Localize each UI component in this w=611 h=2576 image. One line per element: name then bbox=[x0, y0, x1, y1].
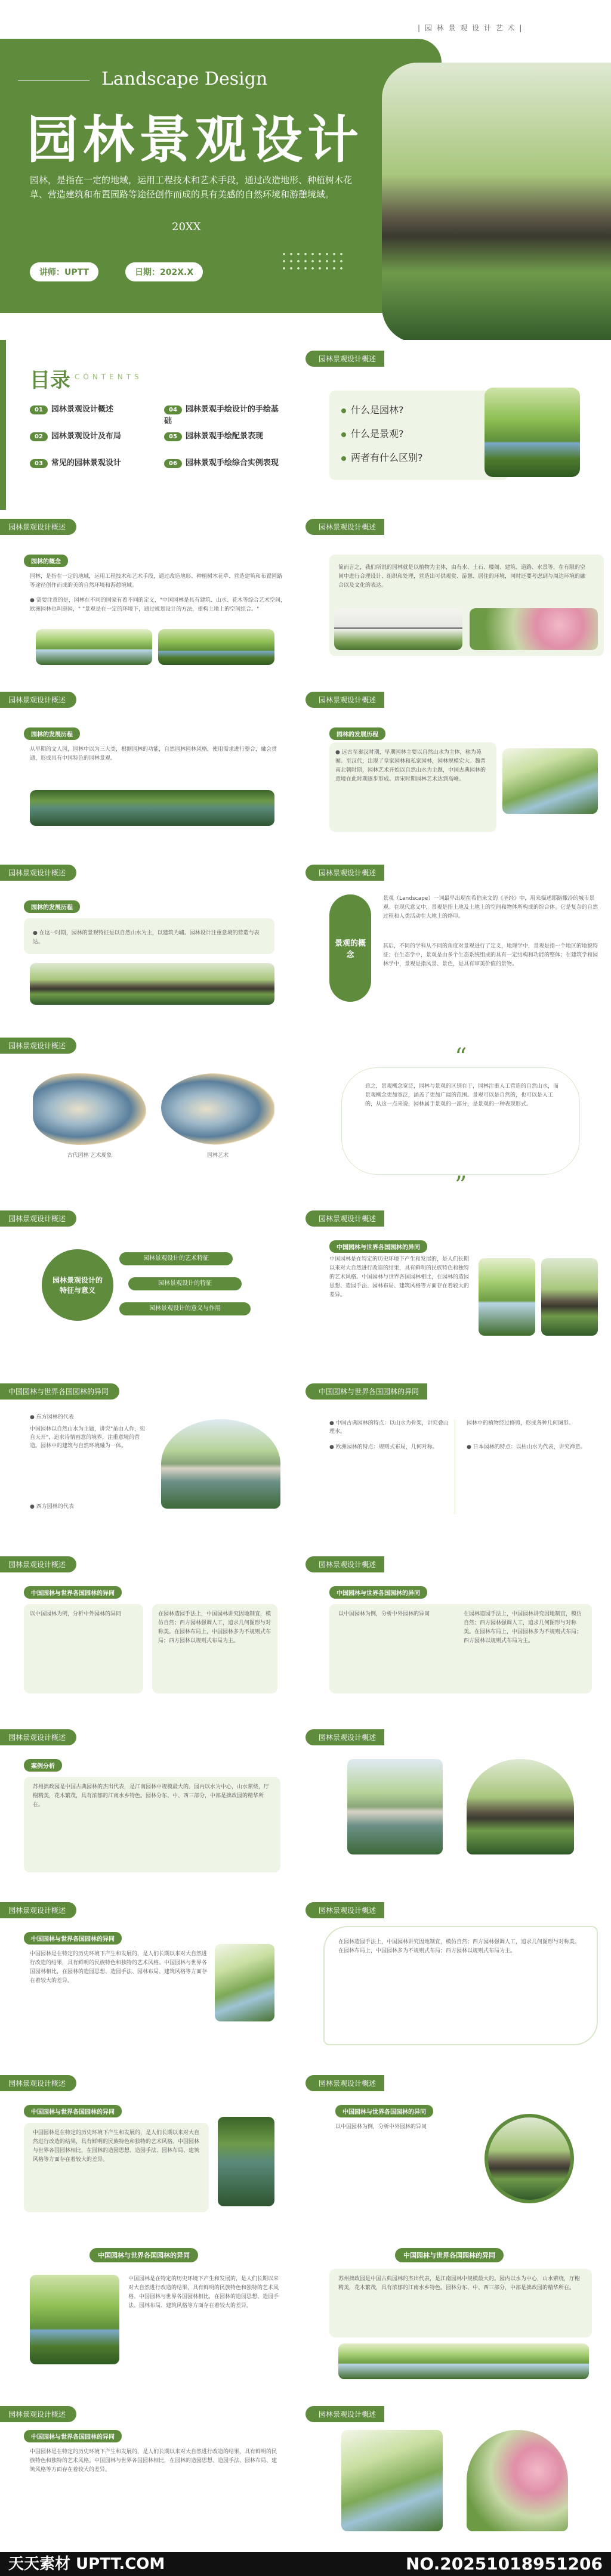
slide-23 bbox=[0, 2242, 298, 2397]
s14-bullet-2: ● 欧洲园林的特点：规则式布局，几何对称。 bbox=[329, 1444, 438, 1450]
s13-bullet-3: ● 西方园林的代表 bbox=[30, 1504, 74, 1510]
s16-left: 以中国园林为例，分析中外园林的异同 bbox=[338, 1611, 430, 1617]
s13-image bbox=[161, 1419, 280, 1509]
slide-15 bbox=[0, 1550, 298, 1720]
s18-image-2 bbox=[467, 1759, 574, 1854]
s5-text: 从早期的文人园，园林中以为三大类，根据园林的功能，自然园林园林风格，使用需求进行整合，融会贯通，形成具有中国特色的园林景观。 bbox=[30, 747, 277, 761]
s9-image-2 bbox=[161, 1073, 274, 1145]
s24-text: 苏州拙政园是中国古典园林的杰出代表，是江南园林中规模最大的。园内以水为中心，山水萦绕，厅榭精美，花木繁茂，具有浓郁的江南水乡特色。园林分东、中、西三部分，中部是拙政园的精华所在。 bbox=[338, 2276, 581, 2291]
slide-6 bbox=[306, 686, 611, 856]
section-tag: 中国园林与世界各国园林的异同 bbox=[0, 1383, 119, 1400]
subtag: 园林的发展历程 bbox=[329, 727, 385, 740]
s3-text2: ● 需要注意的是，园林在不同的国家有着不同的定义，"中国园林是具有建筑、山水、花木等综合艺术空间，欧洲园林也叫庭园，" "景观是在一定的环境下，通过规划设计的方法，重构土地上的空间组合。" bbox=[30, 597, 286, 612]
toc-title-en: CONTENTS bbox=[75, 373, 143, 381]
subtag: 中国园林与世界各国园林的异同 bbox=[329, 1586, 427, 1599]
cover-en-title: Landscape Design bbox=[101, 69, 268, 89]
slide-4 bbox=[306, 513, 611, 683]
slide-5 bbox=[0, 686, 298, 856]
s6-image bbox=[502, 748, 598, 814]
section-tag: 园林景观设计概述 bbox=[306, 351, 384, 367]
s9-caption-2: 园林艺术 bbox=[206, 1153, 229, 1159]
s11-circle: 园林景观设计的特征与意义 bbox=[42, 1249, 113, 1321]
section-tag: 园林景观设计概述 bbox=[0, 2075, 76, 2091]
toc-title: 目录 bbox=[30, 369, 70, 392]
s4-image-2 bbox=[470, 608, 598, 650]
s14-bullet-3: 园林中的植物经过修剪，形成各种几何图形。 bbox=[467, 1420, 575, 1426]
speaker-badge bbox=[30, 262, 98, 281]
slide-22 bbox=[306, 2069, 611, 2239]
s14-bullet-1: ● 中国古典园林的特点：以山水为骨架，讲究叠山理水。 bbox=[329, 1420, 449, 1435]
top-right-label: | 园 林 景 观 设 计 艺 术 | bbox=[418, 24, 523, 32]
s12-image-1 bbox=[479, 1258, 535, 1336]
toc-item-6: 06 园林景观手绘综合实例表现 bbox=[164, 456, 283, 468]
slide-16 bbox=[306, 1550, 611, 1720]
s11-ribbon-1: 园林景观设计的艺术特征 bbox=[119, 1252, 233, 1265]
toc-bar bbox=[0, 340, 6, 510]
s9-image-1 bbox=[33, 1073, 146, 1145]
footer-brand: 天天素材 UPTT.COM bbox=[8, 2555, 165, 2573]
cover-image bbox=[382, 63, 611, 343]
s10-text: 总之，景观概念宽泛，园林与景观的区别在于，园林注重人工营造的自然山水，而景观概念更加宽泛，涵盖了更加广阔的范围。景观可以是自然的，也可以是人工的，从这一点来说，园林属于景观的一部分，是景观的一种表现形式。 bbox=[365, 1083, 559, 1107]
section-tag: 园林景观设计概述 bbox=[306, 2075, 384, 2091]
section-tag: 园林景观设计概述 bbox=[306, 2406, 384, 2422]
s20-text: 在园林造园手法上，中国园林讲究因地制宜，模仿自然；西方园林强调人工，追求几何图形与对称美。在园林布局上，中国园林多为不规则式布局；西方园林以规则式布局为主。 bbox=[338, 1939, 581, 1954]
s21-text: 中国园林是在特定的历史环境下产生和发展的，是人们长期以来对大自然进行改造的结果，具有鲜明的民族特色和独特的艺术风格。中国园林与世界各国园林相比，在园林的造园思想、造园手法、园林布局、建筑风格等方面存在着较大的差异。 bbox=[33, 2130, 200, 2163]
section-tag: 园林景观设计概述 bbox=[306, 865, 384, 881]
section-tag: 园林景观设计概述 bbox=[0, 692, 76, 708]
toc-item-1: 01 园林景观设计概述 bbox=[30, 402, 113, 414]
section-tag: 园林景观设计概述 bbox=[0, 519, 76, 535]
section-tag: 园林景观设计概述 bbox=[306, 1729, 384, 1745]
slide-13 bbox=[0, 1377, 298, 1547]
slide-17 bbox=[0, 1723, 298, 1893]
s11-ribbon-2: 园林景观设计的特征 bbox=[128, 1277, 242, 1290]
s17-text: 苏州拙政园是中国古典园林的杰出代表，是江南园林中规模最大的。园内以水为中心，山水萦绕，厅榭精美，花木繁茂，具有浓郁的江南水乡特色。园林分东、中、西三部分，中部是拙政园的精华所在。 bbox=[33, 1784, 270, 1808]
question-2: 什么是景观? bbox=[341, 426, 404, 440]
subtag: 中国园林与世界各国园林的异同 bbox=[24, 2430, 122, 2442]
s23-image bbox=[30, 2275, 119, 2364]
s23-header: 中国园林与世界各国园林的异同 bbox=[90, 2248, 198, 2262]
question-3: 两者有什么区别? bbox=[341, 450, 423, 464]
s26-image-1 bbox=[341, 2430, 443, 2531]
s24-header: 中国园林与世界各国园林的异同 bbox=[395, 2248, 504, 2262]
slide-11 bbox=[0, 1205, 298, 1374]
s22-text: 以中国园林为例，分析中外园林的异同 bbox=[335, 2124, 427, 2130]
s23-text: 中国园林是在特定的历史环境下产生和发展的，是人们长期以来对大自然进行改造的结果，具有鲜明的民族特色和独特的艺术风格。中国园林与世界各国园林相比，在园林的造园思想、造园手法、园林布局、建筑风格等方面存在着较大的差异。 bbox=[128, 2276, 279, 2309]
slide-8 bbox=[306, 859, 611, 1029]
quote-mark-open: “ bbox=[455, 1044, 467, 1071]
subtag: 园林的发展历程 bbox=[24, 727, 80, 740]
s6-text: ● 远古至秦汉时期，早期园林主要以自然山水为主体，称为苑囿。至汉代，出现了皇家园林和私家园林，园林规模宏大。魏晋南北朝时期，园林艺术开始以自然山水为主题，中国古典园林的意境在此时期逐步形成。唐宋时期园林艺术达到高峰。 bbox=[335, 750, 486, 782]
cover-slide bbox=[0, 0, 611, 334]
s24-image bbox=[338, 2343, 589, 2379]
s13-bullet-1: ● 东方园林的代表 bbox=[30, 1414, 74, 1420]
cover-cn-title: 园林景观设计 bbox=[27, 110, 363, 170]
toc-item-3: 03 常见的园林景观设计 bbox=[30, 456, 121, 468]
slide-3 bbox=[0, 513, 298, 683]
s11-ribbon-3: 园林景观设计的意义与作用 bbox=[119, 1302, 251, 1315]
section-tag: 园林景观设计概述 bbox=[0, 865, 76, 881]
toc-slide bbox=[0, 340, 298, 510]
cover-dots bbox=[280, 250, 346, 274]
s8-circle: 景观的概念 bbox=[329, 894, 371, 1002]
slide-10 bbox=[306, 1032, 611, 1202]
s22-image bbox=[485, 2114, 574, 2203]
s18-image-1 bbox=[347, 1759, 443, 1854]
s4-text: 简而言之，我们所说的园林就是以植物为主体，由有水、土石、楼阁、建筑、道路、水景等，在有限的空间中进行合理设计、组织和处理，营造出可供观赏、游憩、居住的环境，同时还要考虑到与周边环境的融合以及文化的表达。 bbox=[338, 565, 586, 589]
slide-7 bbox=[0, 859, 298, 1029]
slide-12 bbox=[306, 1205, 611, 1374]
subtag: 中国园林与世界各国园林的异同 bbox=[329, 1240, 427, 1253]
s21-image bbox=[218, 2117, 274, 2206]
date-badge bbox=[125, 262, 203, 281]
speaker-text: 讲师：UPTT bbox=[39, 268, 90, 277]
slide-19 bbox=[0, 1896, 298, 2066]
section-tag: 园林景观设计概述 bbox=[306, 519, 384, 535]
questions-slide bbox=[306, 340, 611, 510]
subtag: 中国园林与世界各国园林的异同 bbox=[335, 2105, 433, 2117]
subtag: 中国园林与世界各国园林的异同 bbox=[24, 1586, 122, 1599]
s16-right: 在园林造园手法上，中国园林讲究因地制宜，模仿自然；西方园林强调人工，追求几何图形与对称美。在园林布局上，中国园林多为不规则式布局；西方园林以规则式布局为主。 bbox=[464, 1611, 582, 1644]
section-tag: 园林景观设计概述 bbox=[0, 1729, 76, 1745]
willow-image bbox=[485, 388, 580, 477]
slide-26 bbox=[306, 2400, 611, 2549]
s8-text1: 景观（Landscape）一词最早出现在希伯来文的《圣经》中，用来描述耶路撒冷的城市景观。在现代意义中，景观是指土地及土地上的空间和物体所构成的综合体。它是复杂的自然过程和人类活动在大地上的烙印。 bbox=[383, 896, 598, 919]
section-tag: 园林景观设计概述 bbox=[0, 1556, 76, 1572]
subtag: 中国园林与世界各国园林的异同 bbox=[24, 2105, 122, 2117]
s12-text: 中国园林是在特定的历史环境下产生和发展的，是人们长期以来对大自然进行改造的结果，具有鲜明的民族特色和独特的艺术风格。中国园林与世界各国园林相比，在园林的造园思想、造园手法、园林布局、建筑风格等方面存在着较大的差异。 bbox=[329, 1256, 470, 1298]
toc-item-4: 04 园林景观手绘设计的手绘基础 bbox=[164, 405, 279, 426]
section-tag: 园林景观设计概述 bbox=[306, 1556, 384, 1572]
s13-bullet-2: 中国园林以自然山水为主题，讲究"虽由人作，宛自天开"，追求诗情画意的境界，注重意境的营造。园林中的建筑与自然环境融为一体。 bbox=[30, 1426, 146, 1449]
s12-image-2 bbox=[541, 1258, 598, 1336]
slide-25 bbox=[0, 2400, 298, 2549]
section-tag: 中国园林与世界各国园林的异同 bbox=[306, 1383, 427, 1400]
toc-item-5: 05 园林景观手绘配景表现 bbox=[164, 429, 283, 441]
s7-image bbox=[30, 963, 274, 1005]
slide-14 bbox=[306, 1377, 611, 1547]
s7-text: ● 在这一时期，园林的景观特征是以自然山水为主，以建筑为辅。园林设计注重意境的营造与表达。 bbox=[33, 930, 260, 945]
footer-id: NO.20251018951206 bbox=[405, 2554, 603, 2574]
s19-text: 中国园林是在特定的历史环境下产生和发展的，是人们长期以来对大自然进行改造的结果，具有鲜明的民族特色和独特的艺术风格。中国园林与世界各国园林相比，在园林的造园思想、造园手法、园林布局、建筑风格等方面存在着较大的差异。 bbox=[30, 1951, 208, 1984]
section-tag: 园林景观设计概述 bbox=[306, 1210, 384, 1227]
slide-18 bbox=[306, 1723, 611, 1893]
subtag: 案例分析 bbox=[24, 1759, 62, 1772]
s26-image-2 bbox=[467, 2430, 568, 2531]
slide-20 bbox=[306, 1896, 611, 2066]
slide-21 bbox=[0, 2069, 298, 2239]
section-tag: 园林景观设计概述 bbox=[0, 1902, 76, 1918]
s4-image-1 bbox=[334, 608, 462, 650]
subtag: 园林的概念 bbox=[24, 555, 68, 567]
s9-caption-1: 古代园林 艺术现象 bbox=[67, 1153, 112, 1159]
subtag: 中国园林与世界各国园林的异同 bbox=[24, 1932, 122, 1945]
section-tag: 园林景观设计概述 bbox=[0, 2406, 76, 2422]
cover-title-line bbox=[18, 80, 90, 81]
s5-image bbox=[30, 790, 274, 826]
s3-text: 园林，是指在一定的地域，运用工程技术和艺术手段，通过改造地形、种植树木花草、营造建筑和布置园路等途径创作而成的美的自然环境和游憩境域。 bbox=[30, 574, 283, 589]
cover-intro: 园林，是指在一定的地域，运用工程技术和艺术手段，通过改造地形、种植树木花草、营造建筑和布置园路等途径创作而成的具有美感的自然环境和游憩境域。 bbox=[30, 175, 353, 200]
question-1: 什么是园林? bbox=[341, 402, 404, 416]
toc-item-2: 02 园林景观设计及布局 bbox=[30, 429, 121, 441]
s15-right-text: 在园林造园手法上，中国园林讲究因地制宜，模仿自然；西方园林强调人工，追求几何图形与对称美。在园林布局上，中国园林多为不规则式布局；西方园林以规则式布局为主。 bbox=[158, 1611, 271, 1644]
section-tag: 园林景观设计概述 bbox=[306, 692, 384, 708]
quote-mark-close: ” bbox=[455, 1172, 467, 1199]
subtag: 园林的发展历程 bbox=[24, 900, 80, 913]
s3-image-2 bbox=[158, 629, 274, 665]
s3-image-1 bbox=[36, 629, 152, 665]
s8-text2: 其后，不同的学科从不同的角度对景观进行了定义，地理学中，景观是指一个地区的地貌特征；在生态学中，景观是由多个生态系统组成的具有一定结构和功能的整体；在建筑学和园林学中，景观是指风景、景色，是具有审美价值的景物。 bbox=[383, 943, 598, 967]
footer-bar bbox=[0, 2552, 611, 2576]
section-tag: 园林景观设计概述 bbox=[0, 1210, 76, 1227]
s15-left-text: 以中国园林为例，分析中外园林的异同 bbox=[30, 1611, 122, 1617]
s25-text: 中国园林是在特定的历史环境下产生和发展的，是人们长期以来对大自然进行改造的结果，具有鲜明的民族特色和独特的艺术风格。中国园林与世界各国园林相比，在园林的造园思想、造园手法、园林布局、建筑风格等方面存在着较大的差异。 bbox=[30, 2449, 277, 2473]
date-text: 日期：202X.X bbox=[135, 268, 194, 277]
slide-9 bbox=[0, 1032, 298, 1202]
cover-year: 20XX bbox=[172, 221, 201, 233]
section-tag: 园林景观设计概述 bbox=[306, 1902, 384, 1918]
s14-bullet-4: ● 日本园林的特点：以枯山水为代表，讲究禅意。 bbox=[467, 1444, 586, 1450]
slide-24 bbox=[306, 2242, 611, 2397]
s19-image bbox=[215, 1944, 274, 2021]
section-tag: 园林景观设计概述 bbox=[0, 1038, 76, 1054]
